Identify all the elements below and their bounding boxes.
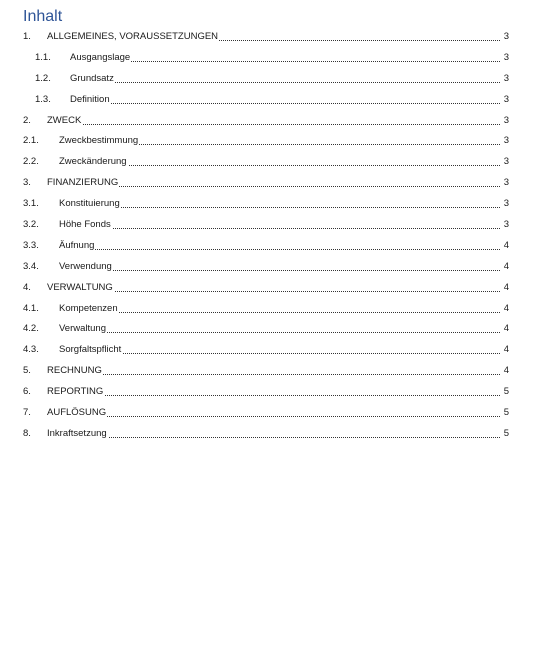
toc-entry-number: 4.1. [23,302,39,314]
toc-entry-page: 4 [503,302,509,314]
toc-entry[interactable] [0,27,551,48]
toc-entry[interactable] [0,340,551,361]
toc-entry-title: ZWECK [47,111,82,131]
toc-entry-page: 3 [503,93,509,105]
toc-entry-title: Verwaltung [59,319,107,339]
toc-entry-title: Inkraftsetzung [47,424,108,444]
toc-entry-title: Sorgfaltspflicht [59,340,122,360]
toc-entry-number: 5. [23,365,31,377]
toc-entry-page: 4 [503,260,509,272]
toc-entry-title: ALLGEMEINES, VORAUSSETZUNGEN [47,27,219,47]
dot-leader [59,353,500,354]
toc-entry-page: 3 [503,177,509,189]
toc-entry[interactable] [0,90,551,111]
dot-leader [47,416,500,417]
toc-entry[interactable] [0,361,551,382]
toc-entry-title: Definition [70,90,111,110]
toc-entry-title: VERWALTUNG [47,278,114,298]
toc-entry-title: Zweckbestimmung [59,131,139,151]
toc-entry-page: 5 [503,386,509,398]
toc-entry-title: Äufnung [59,236,95,256]
dot-leader [47,395,500,396]
toc-entry-page: 3 [503,219,509,231]
toc-entry-number: 2.2. [23,156,39,168]
toc-entry-number: 1.3. [35,93,51,105]
toc-entry-page: 4 [503,239,509,251]
toc-entry-page: 4 [503,365,509,377]
toc-entry[interactable] [0,299,551,320]
toc-entry-number: 7. [23,407,31,419]
toc-entry[interactable] [0,382,551,403]
toc-entry-page: 3 [503,51,509,63]
toc-entry-number: 4.3. [23,344,39,356]
toc-entry[interactable] [0,173,551,194]
toc-entry-number: 4. [23,281,31,293]
dot-leader [47,291,500,292]
toc-heading: Inhalt [23,8,63,25]
toc-entry-title: Grundsatz [70,69,115,89]
toc-entry-title: Verwendung [59,257,113,277]
toc-entry-page: 3 [503,135,509,147]
toc-entry-title: Ausgangslage [70,48,131,68]
dot-leader [70,61,500,62]
toc-entry-title: Höhe Fonds [59,215,112,235]
toc-entry-number: 1. [23,31,31,42]
toc-entry-title: AUFLÖSUNG [47,403,107,423]
toc-entry-page: 3 [503,72,509,84]
dot-leader [70,103,500,104]
toc-entry[interactable] [0,257,551,278]
dot-leader [59,207,500,208]
toc-entry-number: 3.4. [23,260,39,272]
toc-entry-page: 3 [503,114,509,126]
toc-entry-number: 8. [23,427,31,439]
toc-entry-title: Konstituierung [59,194,121,214]
toc-entry-page: 4 [503,281,509,293]
dot-leader [59,228,500,229]
toc-entry[interactable] [0,424,551,445]
toc-entry-number: 3.3. [23,239,39,251]
toc-entry-title: RECHNUNG [47,361,103,381]
toc-entry[interactable] [0,48,551,69]
dot-leader [47,374,500,375]
toc-entry[interactable] [0,194,551,215]
dot-leader [70,82,500,83]
toc-entry[interactable] [0,215,551,236]
toc-entry-page: 3 [503,31,509,42]
toc-entry-title: REPORTING [47,382,104,402]
toc-entry[interactable] [0,278,551,299]
toc-entry-page: 3 [503,198,509,210]
table-of-contents [0,27,551,445]
toc-entry-page: 5 [503,407,509,419]
toc-entry-number: 4.2. [23,323,39,335]
toc-entry-page: 3 [503,156,509,168]
toc-entry-page: 4 [503,344,509,356]
toc-entry-number: 1.1. [35,51,51,63]
toc-entry-page: 4 [503,323,509,335]
toc-entry-number: 1.2. [35,72,51,84]
dot-leader [59,332,500,333]
toc-entry[interactable] [0,111,551,132]
toc-entry-number: 3. [23,177,31,189]
toc-entry-number: 3.2. [23,219,39,231]
toc-entry-title: FINANZIERUNG [47,173,119,193]
toc-entry-number: 2.1. [23,135,39,147]
toc-entry[interactable] [0,152,551,173]
toc-entry-number: 6. [23,386,31,398]
dot-leader [59,249,500,250]
toc-entry-title: Zweckänderung [59,152,128,172]
toc-entry[interactable] [0,69,551,90]
toc-entry[interactable] [0,319,551,340]
dot-leader [59,270,500,271]
toc-entry[interactable] [0,131,551,152]
toc-entry-number: 3.1. [23,198,39,210]
dot-leader [59,312,500,313]
toc-entry-title: Kompetenzen [59,299,119,319]
toc-entry[interactable] [0,403,551,424]
toc-entry-page: 5 [503,427,509,439]
dot-leader [47,437,500,438]
dot-leader [47,124,500,125]
toc-entry[interactable] [0,236,551,257]
toc-entry-number: 2. [23,114,31,126]
